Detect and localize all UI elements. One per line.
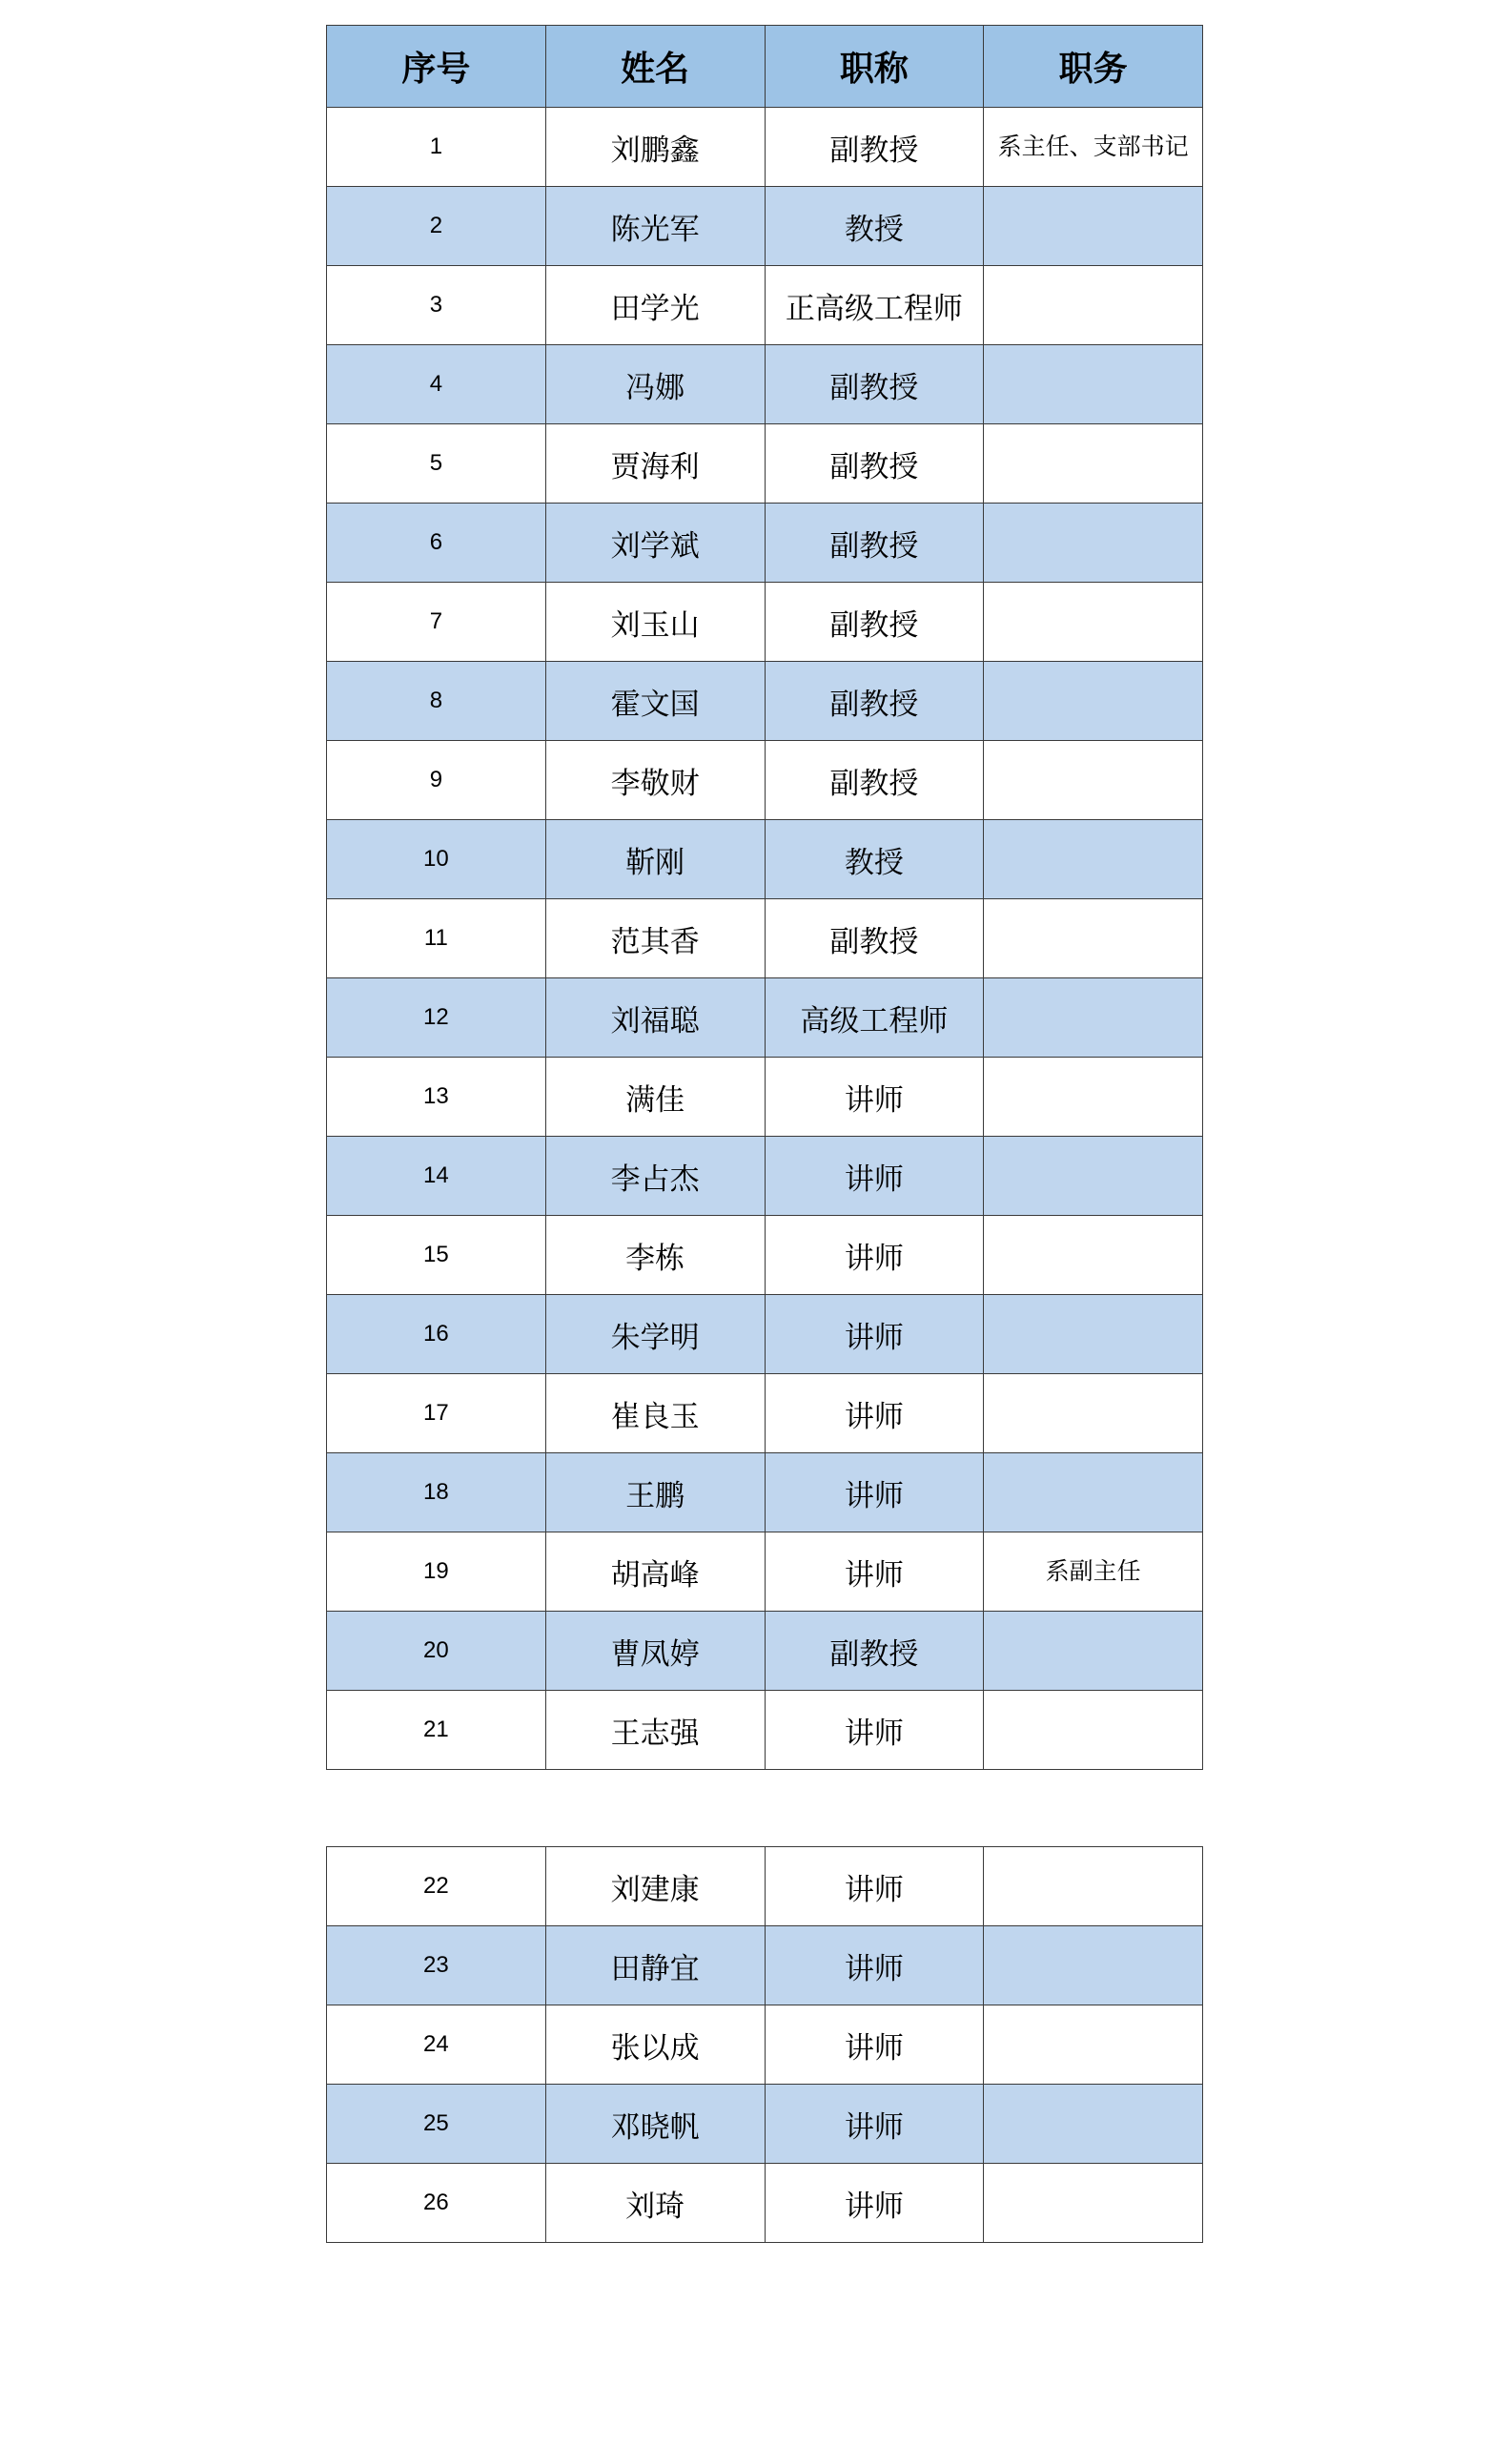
table-row bbox=[327, 2164, 1203, 2243]
row-duty bbox=[984, 2085, 1203, 2164]
row-index: 6 bbox=[327, 504, 546, 583]
row-index: 19 bbox=[327, 1532, 546, 1612]
row-title: 教授 bbox=[765, 820, 984, 899]
row-name: 王志强 bbox=[545, 1691, 765, 1770]
header-index: 序号 bbox=[327, 26, 546, 108]
row-title: 副教授 bbox=[765, 504, 984, 583]
table-row bbox=[327, 266, 1203, 345]
table-row bbox=[327, 1374, 1203, 1453]
table-body-2 bbox=[327, 1847, 1203, 2243]
header-title: 职称 bbox=[765, 26, 984, 108]
row-index: 22 bbox=[327, 1847, 546, 1926]
row-title: 讲师 bbox=[765, 1137, 984, 1216]
header-duty: 职务 bbox=[984, 26, 1203, 108]
table-row bbox=[327, 504, 1203, 583]
row-title: 高级工程师 bbox=[765, 978, 984, 1058]
row-index: 10 bbox=[327, 820, 546, 899]
table-row bbox=[327, 1926, 1203, 2005]
table-row bbox=[327, 108, 1203, 187]
row-title: 教授 bbox=[765, 187, 984, 266]
table-row bbox=[327, 1691, 1203, 1770]
row-index: 21 bbox=[327, 1691, 546, 1770]
row-title: 讲师 bbox=[765, 1374, 984, 1453]
row-index: 12 bbox=[327, 978, 546, 1058]
row-name: 刘建康 bbox=[545, 1847, 765, 1926]
table-row bbox=[327, 820, 1203, 899]
row-name: 贾海利 bbox=[545, 424, 765, 504]
row-name: 张以成 bbox=[545, 2005, 765, 2085]
row-index: 20 bbox=[327, 1612, 546, 1691]
row-index: 1 bbox=[327, 108, 546, 187]
row-title: 讲师 bbox=[765, 1453, 984, 1532]
row-duty bbox=[984, 1137, 1203, 1216]
row-duty bbox=[984, 2164, 1203, 2243]
row-duty bbox=[984, 266, 1203, 345]
row-duty bbox=[984, 583, 1203, 662]
row-duty bbox=[984, 1058, 1203, 1137]
table-row bbox=[327, 741, 1203, 820]
table-row bbox=[327, 1847, 1203, 1926]
table-row bbox=[327, 187, 1203, 266]
table-row bbox=[327, 662, 1203, 741]
table-header-row bbox=[327, 26, 1203, 108]
row-name: 靳刚 bbox=[545, 820, 765, 899]
row-title: 讲师 bbox=[765, 1295, 984, 1374]
row-index: 23 bbox=[327, 1926, 546, 2005]
row-title: 副教授 bbox=[765, 424, 984, 504]
row-duty bbox=[984, 1612, 1203, 1691]
row-name: 李敬财 bbox=[545, 741, 765, 820]
row-title: 副教授 bbox=[765, 741, 984, 820]
row-duty bbox=[984, 899, 1203, 978]
staff-table-page-1 bbox=[326, 25, 1203, 1770]
row-index: 26 bbox=[327, 2164, 546, 2243]
row-name: 刘鹏鑫 bbox=[545, 108, 765, 187]
row-title: 讲师 bbox=[765, 1532, 984, 1612]
table-row bbox=[327, 1216, 1203, 1295]
row-name: 李栋 bbox=[545, 1216, 765, 1295]
table-row bbox=[327, 1295, 1203, 1374]
row-index: 15 bbox=[327, 1216, 546, 1295]
row-name: 田学光 bbox=[545, 266, 765, 345]
row-duty bbox=[984, 504, 1203, 583]
row-name: 王鹏 bbox=[545, 1453, 765, 1532]
table-row bbox=[327, 583, 1203, 662]
row-index: 9 bbox=[327, 741, 546, 820]
row-index: 2 bbox=[327, 187, 546, 266]
row-name: 范其香 bbox=[545, 899, 765, 978]
table-row bbox=[327, 978, 1203, 1058]
row-title: 讲师 bbox=[765, 1058, 984, 1137]
row-title: 讲师 bbox=[765, 1691, 984, 1770]
row-name: 刘琦 bbox=[545, 2164, 765, 2243]
row-index: 17 bbox=[327, 1374, 546, 1453]
row-title: 正高级工程师 bbox=[765, 266, 984, 345]
row-duty bbox=[984, 741, 1203, 820]
table-row bbox=[327, 2005, 1203, 2085]
row-duty bbox=[984, 345, 1203, 424]
row-name: 满佳 bbox=[545, 1058, 765, 1137]
row-name: 李占杰 bbox=[545, 1137, 765, 1216]
row-duty: 系副主任 bbox=[984, 1532, 1203, 1612]
row-index: 3 bbox=[327, 266, 546, 345]
row-name: 刘玉山 bbox=[545, 583, 765, 662]
table-body-1 bbox=[327, 108, 1203, 1770]
row-index: 18 bbox=[327, 1453, 546, 1532]
table-row bbox=[327, 1453, 1203, 1532]
table-row bbox=[327, 899, 1203, 978]
row-name: 刘福聪 bbox=[545, 978, 765, 1058]
row-index: 4 bbox=[327, 345, 546, 424]
table-row bbox=[327, 1532, 1203, 1612]
table-row bbox=[327, 1137, 1203, 1216]
row-duty bbox=[984, 187, 1203, 266]
row-title: 讲师 bbox=[765, 2085, 984, 2164]
row-title: 副教授 bbox=[765, 345, 984, 424]
row-name: 朱学明 bbox=[545, 1295, 765, 1374]
row-name: 陈光军 bbox=[545, 187, 765, 266]
row-duty bbox=[984, 820, 1203, 899]
row-duty bbox=[984, 1691, 1203, 1770]
table-row bbox=[327, 424, 1203, 504]
row-index: 25 bbox=[327, 2085, 546, 2164]
row-title: 讲师 bbox=[765, 1926, 984, 2005]
row-index: 13 bbox=[327, 1058, 546, 1137]
row-title: 讲师 bbox=[765, 2164, 984, 2243]
row-duty: 系主任、支部书记 bbox=[984, 108, 1203, 187]
row-index: 5 bbox=[327, 424, 546, 504]
row-duty bbox=[984, 2005, 1203, 2085]
row-title: 副教授 bbox=[765, 899, 984, 978]
row-name: 崔良玉 bbox=[545, 1374, 765, 1453]
table-row bbox=[327, 1058, 1203, 1137]
row-title: 讲师 bbox=[765, 1847, 984, 1926]
row-name: 邓晓帆 bbox=[545, 2085, 765, 2164]
row-duty bbox=[984, 1453, 1203, 1532]
row-index: 8 bbox=[327, 662, 546, 741]
table-row bbox=[327, 1612, 1203, 1691]
row-index: 11 bbox=[327, 899, 546, 978]
row-duty bbox=[984, 1216, 1203, 1295]
staff-table-page-2 bbox=[326, 1846, 1203, 2243]
row-title: 副教授 bbox=[765, 108, 984, 187]
row-name: 曹凤婷 bbox=[545, 1612, 765, 1691]
row-index: 14 bbox=[327, 1137, 546, 1216]
row-duty bbox=[984, 1926, 1203, 2005]
row-index: 7 bbox=[327, 583, 546, 662]
row-duty bbox=[984, 1847, 1203, 1926]
header-name: 姓名 bbox=[545, 26, 765, 108]
row-title: 讲师 bbox=[765, 2005, 984, 2085]
row-duty bbox=[984, 424, 1203, 504]
table-row bbox=[327, 345, 1203, 424]
row-title: 副教授 bbox=[765, 1612, 984, 1691]
row-title: 副教授 bbox=[765, 662, 984, 741]
row-duty bbox=[984, 662, 1203, 741]
row-duty bbox=[984, 1295, 1203, 1374]
row-title: 副教授 bbox=[765, 583, 984, 662]
row-name: 刘学斌 bbox=[545, 504, 765, 583]
row-index: 24 bbox=[327, 2005, 546, 2085]
row-duty bbox=[984, 978, 1203, 1058]
row-name: 冯娜 bbox=[545, 345, 765, 424]
row-name: 田静宜 bbox=[545, 1926, 765, 2005]
row-index: 16 bbox=[327, 1295, 546, 1374]
row-name: 胡高峰 bbox=[545, 1532, 765, 1612]
row-name: 霍文国 bbox=[545, 662, 765, 741]
row-duty bbox=[984, 1374, 1203, 1453]
row-title: 讲师 bbox=[765, 1216, 984, 1295]
table-row bbox=[327, 2085, 1203, 2164]
